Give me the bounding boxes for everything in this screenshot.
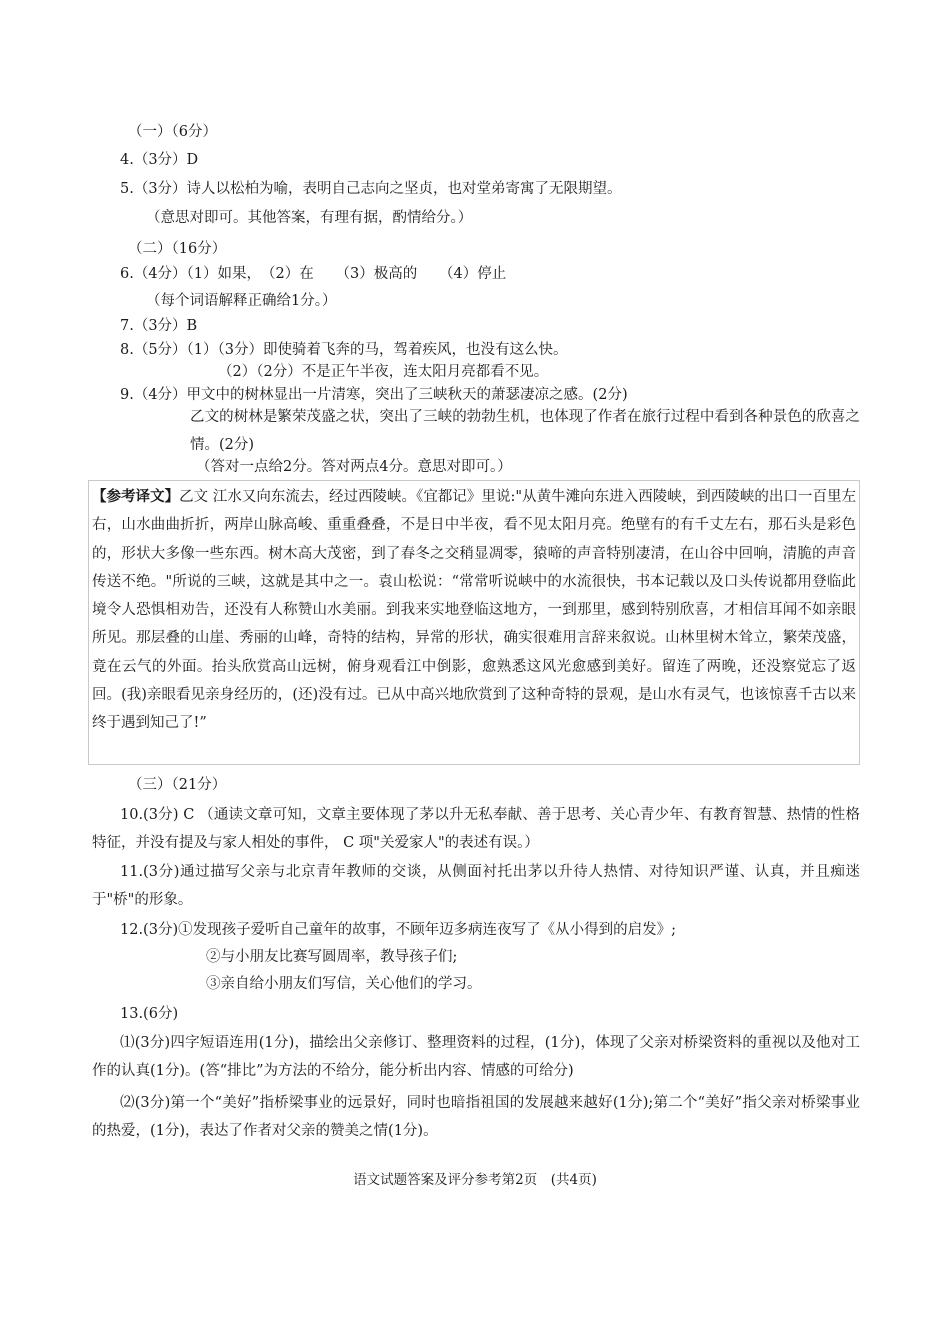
answer-q9-point2: 乙文的树林是繁荣茂盛之状，突出了三峡的勃勃生机，也体现了作者在旅行过程中看到各种景色的欣喜之情。(2分) [190,409,860,454]
answer-q12-item1: 12.(3分)①发现孩子爱听自己童年的故事，不顾年迈多病连夜写了《从小得到的启发》; [120,922,676,938]
answer-q9-note: （答对一点给2分。答对两点4分。意思对即可。） [196,459,512,475]
section-1-header: （一）（6分） [128,124,217,140]
answer-q5-note: （意思对即可。其他答案，有理有据，酌情给分。） [146,210,473,226]
answer-q9-point1: 9.（4分）甲文中的树林显出一片清寒，突出了三峡秋天的萧瑟凄凉之感。(2分) [120,387,628,403]
answer-q6: 6.（4分）（1）如果， （2）在 （3）极高的 （4）停止 [120,266,507,282]
answer-q7: 7.（3分）B [120,318,198,334]
answer-q5: 5.（3分）诗人以松柏为喻，表明自己志向之坚贞，也对堂弟寄寓了无限期望。 [120,181,622,197]
section-2-header: （二）（16分） [128,241,227,257]
answer-q11: 11.(3分)通过描写父亲与北京青年教师的交谈，从侧面衬托出茅以升待人热情、对待知识严谨、认真，并且痴迷于"桥"的形象。 [92,864,860,909]
reference-translation [92,483,856,738]
answer-q13-part2: ⑵(3分)第一个“美好”指桥梁事业的远景好，同时也暗指祖国的发展越来越好(1分);第二个“美好”指父亲对桥梁事业的热爱，(1分)，表达了作者对父亲的赞美之情(1分)。 [92,1095,860,1140]
answer-q12-item3: ③亲自给小朋友们写信，关心他们的学习。 [206,976,482,992]
answer-q4: 4.（3分）D [120,152,199,168]
section-3-header: （三）（21分） [128,777,227,793]
reference-translation-text: 乙文 江水又向东流去，经过西陵峡。《宜都记》里说:"从黄牛滩向东进入西陵峡，到西陵峡的出口一百里左右，山水曲曲折折，两岸山脉高峻、重重叠叠，不是日中半夜，看不见太阳月亮。绝壁有的有千丈左右，那石头是彩色的，形状大多像一些东西。树木高大茂密，到了春冬之交稍显凋零，猿啼的声音特别凄清，在山谷中回响，清脆的声音传送不绝。"所说的三峡，这就是其中之一。袁山松说：“常常听说峡中的水流很快，书本记载以及口头传说都用登临此境令人恐惧相劝告，还没有人称赞山水美丽。到我来实地登临这地方，一到那里，感到特别欣喜，才相信耳闻不如亲眼所见。那层叠的山崖、秀丽的山峰，奇特的结构，异常的形状，确实很难用言辞来叙说。山林里树木耸立，繁荣茂盛，竟在云气的外面。抬头欣赏高山远树，俯身观看江中倒影，愈熟悉这风光愈感到美好。留连了两晚，还没察觉忘了返回。(我)亲眼看见亲身经历的，(还)没有过。已从中高兴地欣赏到了这种奇特的景观，是山水有灵气，也该惊喜千古以来终于遇到知己了!” [92,489,856,732]
reference-translation-label: 【参考译文】 [92,488,180,505]
answer-q6-note: （每个词语解释正确给1分。） [146,293,337,309]
reference-translation-box [88,480,860,765]
answer-q13-part1: ⑴(3分)四字短语连用(1分)，描绘出父亲修订、整理资料的过程，(1分)，体现了父亲对桥梁资料的重视以及他对工作的认真(1分)。(答“排比”为方法的不给分，能分析出内容、情感的可给分) [92,1035,860,1080]
answer-q8-part1: 8.（5分）（1）（3分）即使骑着飞奔的马，驾着疾风，也没有这么快。 [120,342,568,358]
answer-q10: 10.(3分) C （通读文章可知，文章主要体现了茅以升无私奉献、善于思考、关心青少年、有教育智慧、热情的性格特征，并没有提及与家人相处的事件， C 项"关爱家人"的表述有误。） [92,807,860,852]
answer-q8-part2: （2）（2分）不是正午半夜，连太阳月亮都看不见。 [218,364,549,380]
answer-q12-item2: ②与小朋友比赛写圆周率，教导孩子们; [206,949,458,965]
page-footer: 语文试题答案及评分参考第2页 (共4页) [353,1172,597,1188]
answer-q13: 13.(6分) [120,1006,179,1022]
